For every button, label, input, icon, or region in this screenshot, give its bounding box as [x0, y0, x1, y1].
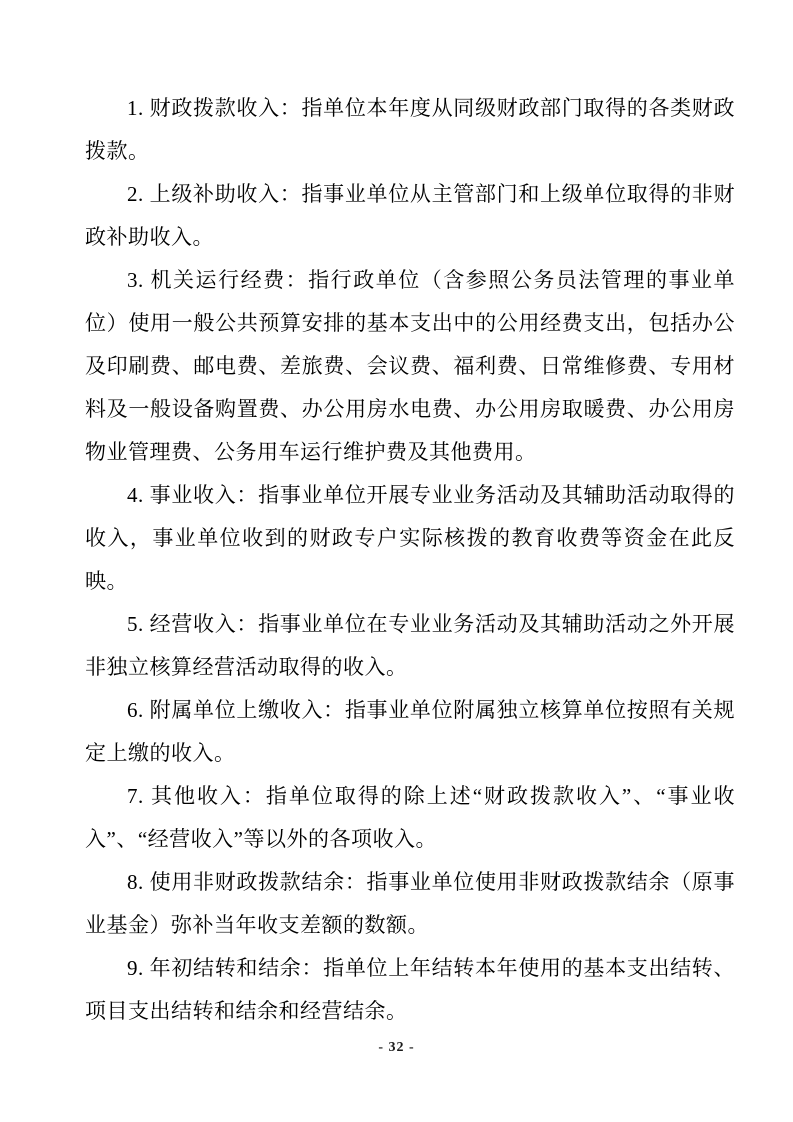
paragraph-3-agency-operating-expenses: 3. 机关运行经费：指行政单位（含参照公务员法管理的事业单位）使用一般公共预算安排的基本支出中的公用经费支出，包括办公及印刷费、邮电费、差旅费、会议费、福利费、日常维修费、专用材料及一般设备购置费、办公用房水电费、办公用房取暖费、办公用房物业管理费、公务用车运行维护费及其他费用。: [85, 268, 735, 464]
paragraph-8-non-fiscal-appropriation-balance: 8. 使用非财政拨款结余：指事业单位使用非财政拨款结余（原事业基金）弥补当年收支差额的数额。: [85, 870, 735, 937]
page-footer: [0, 1038, 793, 1056]
paragraph-6-subordinate-unit-remitted-income: 6. 附属单位上缴收入：指事业单位附属独立核算单位按照有关规定上缴的收入。: [85, 698, 735, 765]
paragraph-4-institutional-income: 4. 事业收入：指事业单位开展专业业务活动及其辅助活动取得的收入，事业单位收到的财政专户实际核拨的教育收费等资金在此反映。: [85, 483, 735, 593]
paragraph-9-beginning-year-carryover: 9. 年初结转和结余：指单位上年结转本年使用的基本支出结转、项目支出结转和结余和经营结余。: [85, 956, 735, 1023]
page-number: - 32 -: [378, 1040, 415, 1055]
paragraph-2-superior-subsidy-income: 2. 上级补助收入：指事业单位从主管部门和上级单位取得的非财政补助收入。: [85, 182, 735, 249]
paragraph-1-fiscal-appropriation-income: 1. 财政拨款收入：指单位本年度从同级财政部门取得的各类财政拨款。: [85, 96, 735, 163]
document-body: [85, 87, 735, 1033]
paragraph-5-operating-income: 5. 经营收入：指事业单位在专业业务活动及其辅助活动之外开展非独立核算经营活动取得的收入。: [85, 612, 735, 679]
paragraph-7-other-income: 7. 其他收入：指单位取得的除上述“财政拨款收入”、“事业收入”、“经营收入”等以外的各项收入。: [85, 784, 735, 851]
